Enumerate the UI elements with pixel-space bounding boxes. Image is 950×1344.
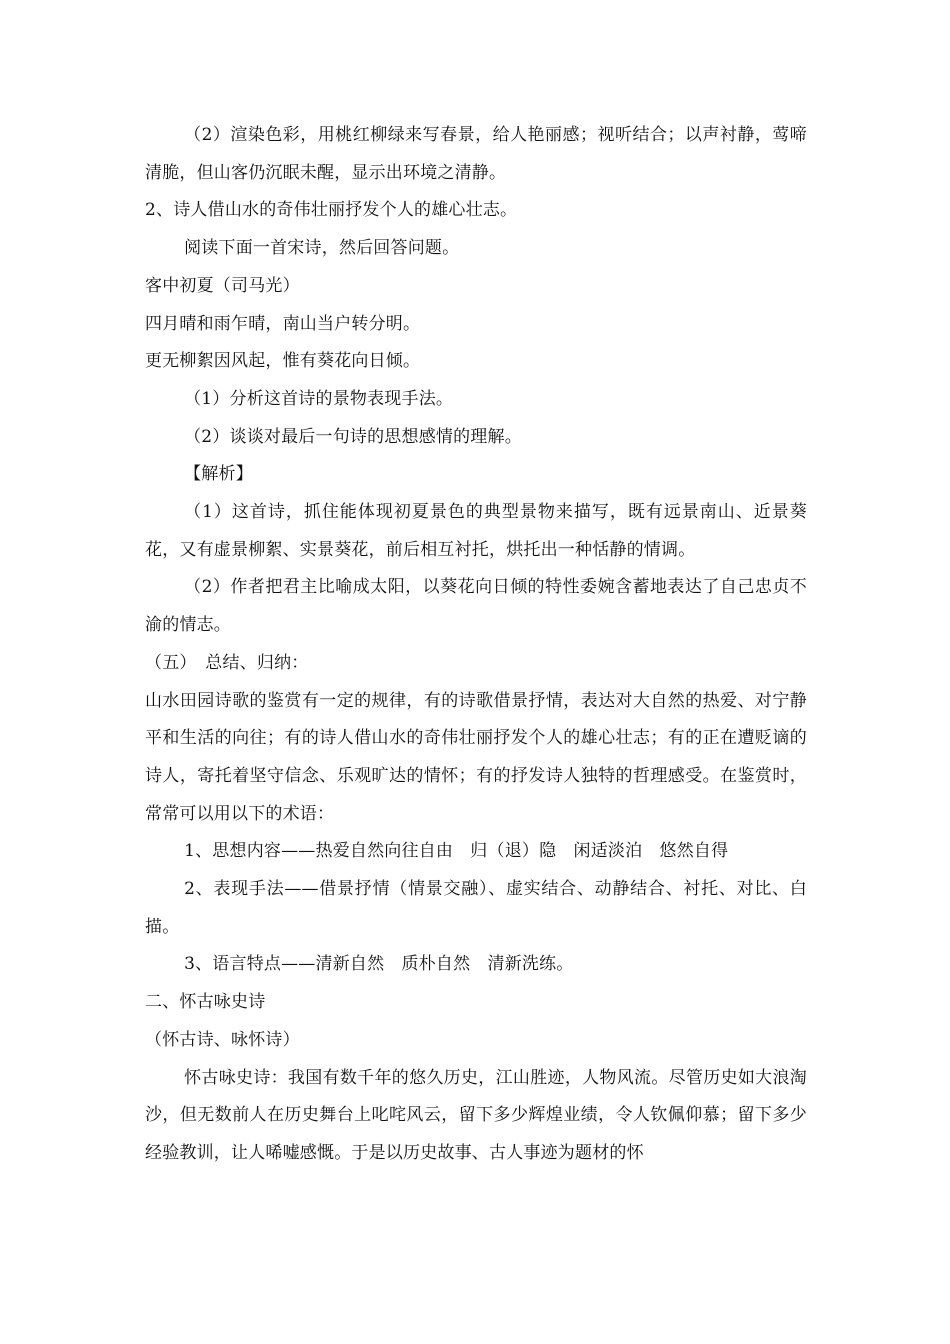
paragraph-17: 二、怀古咏史诗: [145, 992, 266, 1013]
paragraph-7: （1）分析这首诗的景物表现手法。: [184, 388, 454, 409]
document-body: [145, 117, 807, 1173]
paragraph-2: 2、诗人借山水的奇伟壮丽抒发个人的雄心壮志。: [145, 200, 518, 221]
paragraph-10: （1）这首诗，抓住能体现初夏景色的典型景物来描写，既有远景南山、近景葵花，又有虚景柳絮、实景葵花，前后相互衬托，烘托出一种恬静的情调。: [145, 502, 807, 560]
paragraph-3: 阅读下面一首宋诗，然后回答问题。: [184, 238, 460, 259]
paragraph-4: 客中初夏（司马光）: [145, 275, 300, 296]
paragraph-14: 1、思想内容——热爱自然向往自由 归（退）隐 闲适淡泊 悠然自得: [184, 841, 729, 862]
paragraph-18: （怀古诗、咏怀诗）: [145, 1029, 300, 1050]
paragraph-8: （2）谈谈对最后一句诗的思想感情的理解。: [184, 426, 522, 447]
paragraph-16: 3、语言特点——清新自然 质朴自然 清新洗练。: [184, 954, 574, 975]
paragraph-9: 【解析】: [184, 464, 253, 485]
paragraph-15: 2、表现手法——借景抒情（情景交融）、虚实结合、动静结合、衬托、对比、白描。: [145, 879, 807, 937]
paragraph-6: 更无柳絮因风起，惟有葵花向日倾。: [145, 351, 421, 372]
paragraph-1: （2）渲染色彩，用桃红柳绿来写春景，给人艳丽感；视听结合；以声衬静，莺啼清脆，但山客仍沉眠未醒，显示出环境之清静。: [145, 125, 807, 183]
paragraph-11: （2）作者把君主比喻成太阳，以葵花向日倾的特性委婉含蓄地表达了自己忠贞不渝的情志。: [145, 577, 807, 636]
paragraph-19: 怀古咏史诗：我国有数千年的悠久历史，江山胜迹，人物风流。尽管历史如大浪淘沙，但无数前人在历史舞台上叱咤风云，留下多少辉煌业绩，令人钦佩仰慕；留下多少经验教训，让人唏嘘感慨。于是以历史故事、古人事迹为题材的怀: [145, 1067, 807, 1163]
paragraph-13: 山水田园诗歌的鉴赏有一定的规律，有的诗歌借景抒情，表达对大自然的热爱、对宁静平和生活的向往；有的诗人借山水的奇伟壮丽抒发个人的雄心壮志；有的正在遭贬谪的诗人，寄托着坚守信念、乐观旷达的情怀；有的抒发诗人独特的哲理感受。在鉴赏时，常常可以用以下的术语：: [145, 690, 807, 824]
paragraph-12: （五） 总结、归纳：: [145, 652, 309, 673]
paragraph-5: 四月晴和雨乍晴，南山当户转分明。: [145, 313, 421, 334]
